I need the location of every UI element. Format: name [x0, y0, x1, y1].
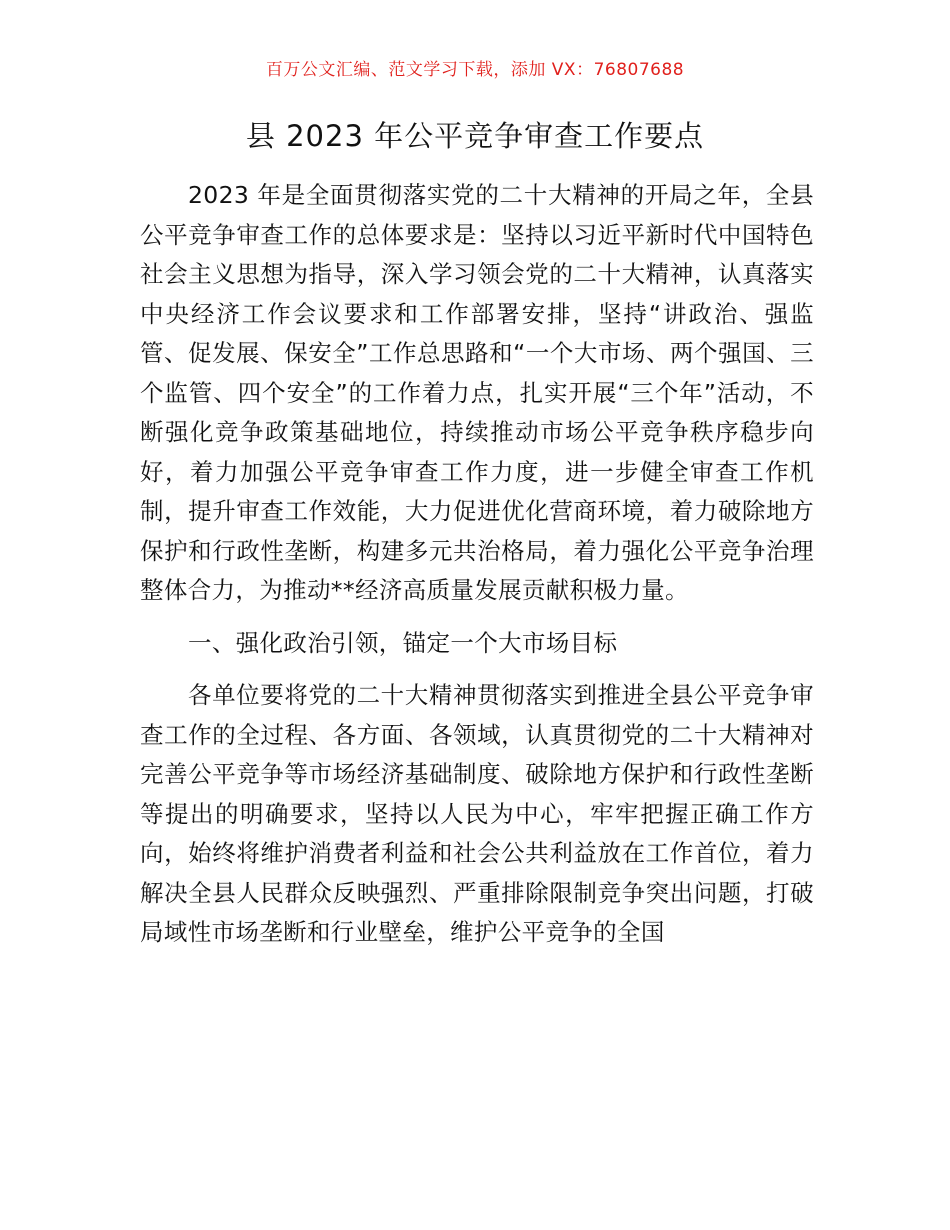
section-heading-1: 一、强化政治引领，锚定一个大市场目标: [188, 628, 618, 657]
document-body: [140, 176, 814, 953]
watermark-header: 百万公文汇编、范文学习下载，添加 VX：76807688: [265, 60, 685, 80]
section-paragraph-1: 各单位要将党的二十大精神贯彻落实到推进全县公平竞争审查工作的全过程、各方面、各领域，认真贯彻党的二十大精神对完善公平竞争等市场经济基础制度、破除地方保护和行政性垄断等提出的明确要求，坚持以人民为中心，牢牢把握正确工作方向，始终将维护消费者利益和社会公共利益放在工作首位，着力解决全县人民群众反映强烈、严重排除限制竞争突出问题，打破局域性市场垄断和行业壁垒，维护公平竞争的全国: [140, 681, 814, 946]
intro-paragraph: 2023 年是全面贯彻落实党的二十大精神的开局之年，全县公平竞争审查工作的总体要求是：坚持以习近平新时代中国特色社会主义思想为指导，深入学习领会党的二十大精神，认真落实中央经济工作会议要求和工作部署安排，坚持“讲政治、强监管、促发展、保安全”工作总思路和“一个大市场、两个强国、三个监管、四个安全”的工作着力点，扎实开展“三个年”活动，不断强化竞争政策基础地位，持续推动市场公平竞争秩序稳步向好，着力加强公平竞争审查工作力度，进一步健全审查工作机制，提升审查工作效能，大力促进优化营商环境，着力破除地方保护和行政性垄断，构建多元共治格局，着力强化公平竞争治理整体合力，为推动**经济高质量发展贡献积极力量。: [140, 181, 814, 604]
document-title: 县 2023 年公平竞争审查工作要点: [245, 119, 705, 153]
